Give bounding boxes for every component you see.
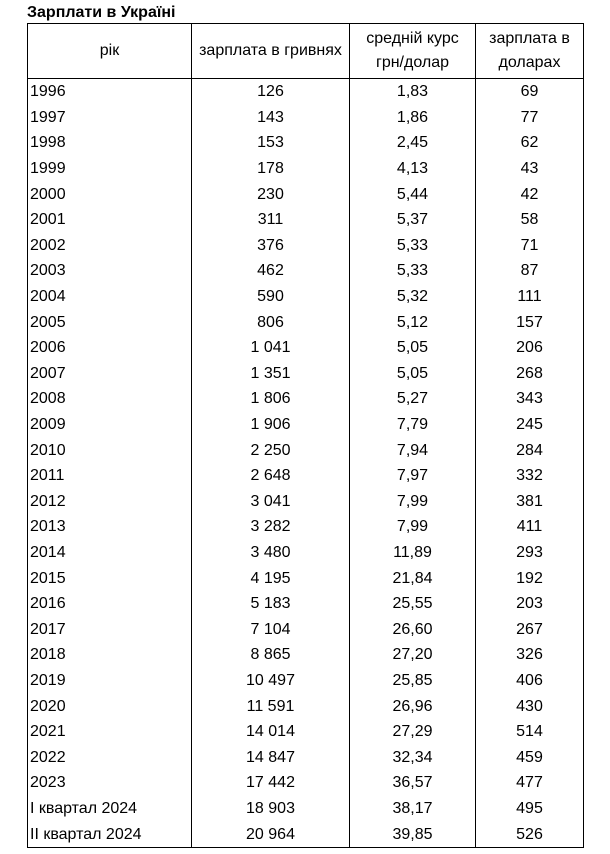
- exchange-rate-cell: 7,99: [350, 514, 476, 540]
- salary-usd-cell: 284: [476, 437, 584, 463]
- salary-usd-cell: 245: [476, 412, 584, 438]
- exchange-rate-cell: 11,89: [350, 540, 476, 566]
- exchange-rate-cell: 26,60: [350, 616, 476, 642]
- salary-usd-cell: 157: [476, 309, 584, 335]
- year-cell: 2023: [28, 770, 192, 796]
- table-row: [28, 514, 584, 540]
- year-cell: 2010: [28, 437, 192, 463]
- salary-uah-cell: 178: [192, 156, 350, 182]
- header-year: рік: [28, 24, 192, 79]
- header-salary-uah: зарплата в гривнях: [192, 24, 350, 79]
- table-row: [28, 181, 584, 207]
- table-row: [28, 258, 584, 284]
- year-cell: 2020: [28, 693, 192, 719]
- salary-usd-cell: 495: [476, 796, 584, 822]
- salary-usd-cell: 62: [476, 130, 584, 156]
- table-row: [28, 540, 584, 566]
- table-row: [28, 591, 584, 617]
- salary-usd-cell: 526: [476, 821, 584, 847]
- salary-uah-cell: 590: [192, 284, 350, 310]
- salary-uah-cell: 7 104: [192, 616, 350, 642]
- year-cell: 2007: [28, 361, 192, 387]
- salary-uah-cell: 18 903: [192, 796, 350, 822]
- exchange-rate-cell: 26,96: [350, 693, 476, 719]
- exchange-rate-cell: 7,79: [350, 412, 476, 438]
- salary-usd-cell: 326: [476, 642, 584, 668]
- salary-uah-cell: 11 591: [192, 693, 350, 719]
- exchange-rate-cell: 5,12: [350, 309, 476, 335]
- exchange-rate-cell: 5,44: [350, 181, 476, 207]
- table-row: [28, 489, 584, 515]
- year-cell: I квартал 2024: [28, 796, 192, 822]
- year-cell: 2019: [28, 668, 192, 694]
- salary-uah-cell: 4 195: [192, 565, 350, 591]
- year-cell: 2022: [28, 744, 192, 770]
- salary-usd-cell: 69: [476, 79, 584, 105]
- year-cell: 1998: [28, 130, 192, 156]
- salary-uah-cell: 5 183: [192, 591, 350, 617]
- table-row: [28, 437, 584, 463]
- salary-uah-cell: 1 041: [192, 335, 350, 361]
- salary-usd-cell: 411: [476, 514, 584, 540]
- exchange-rate-cell: 32,34: [350, 744, 476, 770]
- table-row: [28, 642, 584, 668]
- salary-uah-cell: 8 865: [192, 642, 350, 668]
- exchange-rate-cell: 2,45: [350, 130, 476, 156]
- salary-uah-cell: 3 041: [192, 489, 350, 515]
- table-row: [28, 79, 584, 105]
- salary-usd-cell: 459: [476, 744, 584, 770]
- salary-uah-cell: 14 847: [192, 744, 350, 770]
- exchange-rate-cell: 7,97: [350, 463, 476, 489]
- salary-usd-cell: 381: [476, 489, 584, 515]
- table-body: [28, 79, 584, 848]
- year-cell: 2000: [28, 181, 192, 207]
- exchange-rate-cell: 38,17: [350, 796, 476, 822]
- exchange-rate-cell: 25,85: [350, 668, 476, 694]
- salary-usd-cell: 87: [476, 258, 584, 284]
- year-cell: 2011: [28, 463, 192, 489]
- exchange-rate-cell: 7,99: [350, 489, 476, 515]
- year-cell: 1997: [28, 105, 192, 131]
- salary-uah-cell: 1 906: [192, 412, 350, 438]
- salary-usd-cell: 77: [476, 105, 584, 131]
- salary-usd-cell: 343: [476, 386, 584, 412]
- salary-uah-cell: 126: [192, 79, 350, 105]
- table-row: [28, 130, 584, 156]
- table-row: [28, 565, 584, 591]
- table-row: [28, 361, 584, 387]
- header-salary-usd: зарплата в доларах: [476, 24, 584, 79]
- exchange-rate-cell: 5,33: [350, 258, 476, 284]
- header-exchange-rate: средній курс грн/долар: [350, 24, 476, 79]
- table-row: [28, 386, 584, 412]
- salary-usd-cell: 206: [476, 335, 584, 361]
- salary-usd-cell: 192: [476, 565, 584, 591]
- table-row: [28, 412, 584, 438]
- exchange-rate-cell: 1,86: [350, 105, 476, 131]
- table-row: [28, 693, 584, 719]
- exchange-rate-cell: 5,05: [350, 335, 476, 361]
- exchange-rate-cell: 5,33: [350, 233, 476, 259]
- exchange-rate-cell: 36,57: [350, 770, 476, 796]
- salary-uah-cell: 230: [192, 181, 350, 207]
- salary-uah-cell: 20 964: [192, 821, 350, 847]
- salary-uah-cell: 2 648: [192, 463, 350, 489]
- exchange-rate-cell: 27,20: [350, 642, 476, 668]
- salary-usd-cell: 267: [476, 616, 584, 642]
- year-cell: 2001: [28, 207, 192, 233]
- table-row: [28, 156, 584, 182]
- year-cell: 2008: [28, 386, 192, 412]
- year-cell: 2006: [28, 335, 192, 361]
- table-row: [28, 233, 584, 259]
- salary-usd-cell: 406: [476, 668, 584, 694]
- year-cell: 2005: [28, 309, 192, 335]
- table-row: [28, 616, 584, 642]
- salary-usd-cell: 71: [476, 233, 584, 259]
- header-row: [28, 24, 584, 79]
- salary-usd-cell: 268: [476, 361, 584, 387]
- year-cell: II квартал 2024: [28, 821, 192, 847]
- exchange-rate-cell: 5,32: [350, 284, 476, 310]
- salary-uah-cell: 311: [192, 207, 350, 233]
- table-row: [28, 796, 584, 822]
- salary-uah-cell: 1 351: [192, 361, 350, 387]
- salary-uah-cell: 14 014: [192, 719, 350, 745]
- year-cell: 1996: [28, 79, 192, 105]
- year-cell: 2018: [28, 642, 192, 668]
- year-cell: 2021: [28, 719, 192, 745]
- table-row: [28, 744, 584, 770]
- salary-uah-cell: 462: [192, 258, 350, 284]
- exchange-rate-cell: 5,37: [350, 207, 476, 233]
- salary-uah-cell: 17 442: [192, 770, 350, 796]
- exchange-rate-cell: 7,94: [350, 437, 476, 463]
- exchange-rate-cell: 25,55: [350, 591, 476, 617]
- year-cell: 2013: [28, 514, 192, 540]
- year-cell: 2004: [28, 284, 192, 310]
- salary-uah-cell: 3 282: [192, 514, 350, 540]
- year-cell: 2017: [28, 616, 192, 642]
- year-cell: 1999: [28, 156, 192, 182]
- exchange-rate-cell: 27,29: [350, 719, 476, 745]
- exchange-rate-cell: 1,83: [350, 79, 476, 105]
- exchange-rate-cell: 21,84: [350, 565, 476, 591]
- table-row: [28, 284, 584, 310]
- exchange-rate-cell: 4,13: [350, 156, 476, 182]
- year-cell: 2002: [28, 233, 192, 259]
- salary-uah-cell: 3 480: [192, 540, 350, 566]
- salary-uah-cell: 376: [192, 233, 350, 259]
- table-row: [28, 821, 584, 847]
- table-row: [28, 770, 584, 796]
- table-row: [28, 105, 584, 131]
- salary-uah-cell: 1 806: [192, 386, 350, 412]
- salary-usd-cell: 43: [476, 156, 584, 182]
- salary-uah-cell: 153: [192, 130, 350, 156]
- year-cell: 2009: [28, 412, 192, 438]
- salary-uah-cell: 10 497: [192, 668, 350, 694]
- salary-usd-cell: 111: [476, 284, 584, 310]
- salary-uah-cell: 806: [192, 309, 350, 335]
- table-header: [28, 24, 584, 79]
- table-row: [28, 309, 584, 335]
- salary-usd-cell: 430: [476, 693, 584, 719]
- year-cell: 2012: [28, 489, 192, 515]
- exchange-rate-cell: 5,05: [350, 361, 476, 387]
- exchange-rate-cell: 39,85: [350, 821, 476, 847]
- year-cell: 2016: [28, 591, 192, 617]
- salary-uah-cell: 143: [192, 105, 350, 131]
- salary-usd-cell: 58: [476, 207, 584, 233]
- salary-usd-cell: 42: [476, 181, 584, 207]
- salary-uah-cell: 2 250: [192, 437, 350, 463]
- year-cell: 2003: [28, 258, 192, 284]
- salary-usd-cell: 332: [476, 463, 584, 489]
- year-cell: 2015: [28, 565, 192, 591]
- table-row: [28, 335, 584, 361]
- table-row: [28, 719, 584, 745]
- salary-usd-cell: 203: [476, 591, 584, 617]
- year-cell: 2014: [28, 540, 192, 566]
- table-row: [28, 463, 584, 489]
- table-row: [28, 207, 584, 233]
- salary-usd-cell: 514: [476, 719, 584, 745]
- page-title: Зарплати в Україні: [27, 4, 176, 21]
- salary-usd-cell: 293: [476, 540, 584, 566]
- salary-usd-cell: 477: [476, 770, 584, 796]
- exchange-rate-cell: 5,27: [350, 386, 476, 412]
- table-row: [28, 668, 584, 694]
- salary-table: [27, 23, 584, 848]
